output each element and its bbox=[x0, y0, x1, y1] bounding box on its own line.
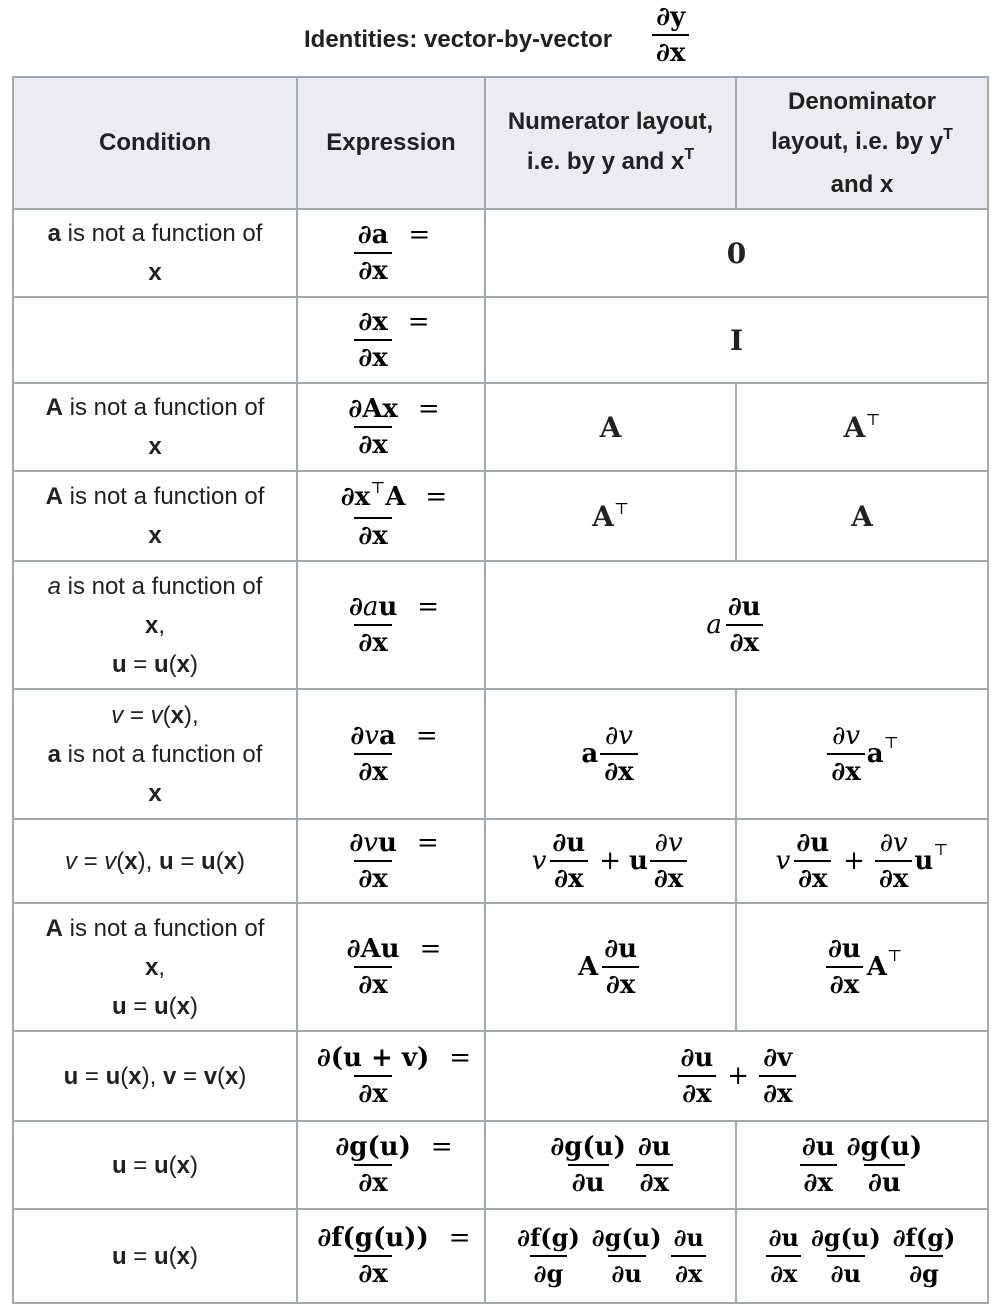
cond-text: = bbox=[123, 701, 151, 729]
numerator-layout-cell bbox=[485, 903, 736, 1031]
cond-var: x bbox=[148, 259, 162, 286]
expr-num: ∂Au bbox=[346, 934, 400, 964]
cond-text: is not a function of bbox=[60, 220, 263, 247]
expr-num: ∂x bbox=[340, 481, 371, 512]
transpose-sup: ⊤ bbox=[370, 477, 386, 497]
header-expression: Expression bbox=[297, 77, 485, 209]
equals-sign: = bbox=[416, 828, 439, 858]
frac-den: ∂x bbox=[550, 860, 587, 896]
expr-den: ∂x bbox=[354, 753, 391, 789]
cond-var: u bbox=[111, 1242, 127, 1270]
cond-text: is not a function of bbox=[62, 394, 265, 421]
expression-cell bbox=[297, 383, 485, 471]
frac-num: ∂u bbox=[637, 1132, 671, 1162]
equals-sign: = bbox=[417, 592, 440, 622]
condition-cell bbox=[13, 819, 297, 903]
expr-num-scalar: v bbox=[364, 721, 379, 751]
frac-num: ∂f(g) bbox=[517, 1223, 580, 1252]
transpose-sup: ⊤ bbox=[886, 945, 903, 965]
caption-fraction bbox=[650, 0, 691, 70]
cond-text: ( bbox=[162, 701, 171, 729]
table-row bbox=[13, 1121, 988, 1209]
denominator-layout-cell bbox=[736, 689, 988, 819]
table-row bbox=[13, 471, 988, 561]
caption-frac-den: ∂x bbox=[652, 34, 689, 70]
cond-var: x bbox=[148, 433, 162, 460]
equals-sign: = bbox=[430, 1132, 453, 1162]
cond-var: x bbox=[148, 522, 162, 549]
table-caption bbox=[0, 0, 999, 76]
cond-text: = bbox=[126, 1151, 154, 1179]
frac-den: ∂u bbox=[864, 1164, 905, 1200]
cond-text: = bbox=[126, 992, 154, 1020]
cond-text: is not a function of bbox=[60, 740, 263, 768]
cond-var: u bbox=[111, 650, 127, 678]
frac-num: ∂u bbox=[827, 934, 861, 964]
cond-var: a bbox=[47, 740, 61, 768]
expression-cell bbox=[297, 1031, 485, 1121]
cond-text: ) bbox=[190, 992, 199, 1020]
expr-num: ∂ bbox=[348, 592, 363, 622]
plus-sign: + bbox=[599, 846, 621, 876]
caption-text: Identities: vector-by-vector bbox=[304, 26, 613, 53]
cond-var: v bbox=[150, 701, 163, 729]
num-coef: u bbox=[629, 846, 648, 876]
expression-cell bbox=[297, 1121, 485, 1209]
cond-var: A bbox=[45, 394, 63, 421]
expr-den: ∂x bbox=[354, 426, 391, 462]
frac-num: ∂g(u) bbox=[550, 1132, 626, 1162]
equals-sign: = bbox=[408, 220, 431, 250]
transpose-sup: ⊤ bbox=[883, 732, 899, 752]
cond-var: v bbox=[203, 1062, 218, 1090]
frac-num: ∂u bbox=[768, 1223, 799, 1252]
expr-num-matrix: A bbox=[385, 481, 406, 512]
cond-text: , bbox=[158, 611, 166, 639]
denominator-layout-cell bbox=[736, 1209, 988, 1303]
condition-cell bbox=[13, 561, 297, 689]
cond-text: ( bbox=[120, 1062, 129, 1090]
cond-var: a bbox=[47, 220, 61, 247]
frac-num: ∂v bbox=[879, 828, 908, 858]
table-row bbox=[13, 689, 988, 819]
identities-table bbox=[12, 76, 989, 1304]
numerator-layout-cell bbox=[485, 1121, 736, 1209]
cond-text: ), bbox=[141, 1062, 163, 1090]
num-coef: A bbox=[578, 952, 599, 982]
frac-den: ∂x bbox=[794, 860, 831, 896]
expr-den: ∂x bbox=[354, 1164, 391, 1200]
header-row bbox=[13, 77, 988, 209]
expr-num-scalar: a bbox=[362, 592, 379, 622]
num-layout-value: A bbox=[599, 410, 622, 444]
condition-cell bbox=[13, 471, 297, 561]
numerator-layout-cell bbox=[485, 383, 736, 471]
expr-den: ∂x bbox=[354, 517, 391, 553]
expression-cell bbox=[297, 1209, 485, 1303]
frac-num: ∂v bbox=[831, 721, 861, 751]
frac-den: ∂u bbox=[568, 1164, 609, 1200]
cond-var: x bbox=[225, 1062, 239, 1090]
den-layout-value: A bbox=[843, 410, 866, 444]
den-coef: u bbox=[914, 846, 934, 876]
condition-cell bbox=[13, 689, 297, 819]
cond-var: v bbox=[104, 847, 117, 875]
frac-den: ∂x bbox=[678, 1075, 715, 1111]
expr-num-vector: u bbox=[377, 828, 397, 858]
transpose-sup: ⊤ bbox=[933, 839, 949, 859]
den-layout-value: A bbox=[851, 499, 873, 533]
result-value: I bbox=[729, 323, 744, 357]
frac-den: ∂g bbox=[905, 1255, 943, 1291]
cond-text: = bbox=[76, 847, 105, 875]
cond-var: u bbox=[63, 1062, 79, 1090]
table-row bbox=[13, 383, 988, 471]
expr-den: ∂x bbox=[354, 252, 391, 288]
cond-var: x bbox=[176, 992, 191, 1020]
condition-cell bbox=[13, 1031, 297, 1121]
header-num-line2: i.e. by y and x bbox=[526, 147, 685, 175]
transpose-sup: ⊤ bbox=[865, 409, 881, 429]
expr-num: ∂ bbox=[350, 721, 365, 751]
frac-num: ∂u bbox=[673, 1223, 704, 1252]
cond-text: is not a function of bbox=[60, 572, 263, 600]
num-coef: v bbox=[531, 846, 547, 876]
cond-var: x bbox=[176, 650, 191, 678]
cond-var: u bbox=[111, 1151, 127, 1179]
denominator-layout-cell bbox=[736, 819, 988, 903]
cond-text: = bbox=[78, 1062, 106, 1090]
result-num: ∂u bbox=[727, 592, 761, 622]
cond-text: = bbox=[126, 650, 154, 678]
cond-text: is not a function of bbox=[62, 483, 265, 510]
cond-var: v bbox=[162, 1062, 177, 1090]
caption-frac-num: ∂y bbox=[656, 2, 686, 32]
cond-text: ( bbox=[215, 847, 224, 875]
frac-num: ∂f(g) bbox=[892, 1223, 956, 1252]
denominator-layout-cell bbox=[736, 383, 988, 471]
num-coef: a bbox=[581, 739, 599, 769]
den-coef: A bbox=[866, 952, 887, 982]
expression-cell bbox=[297, 561, 485, 689]
cond-var: x bbox=[148, 779, 162, 807]
cond-var: u bbox=[154, 1242, 169, 1270]
frac-den: ∂x bbox=[650, 860, 687, 896]
cond-var: u bbox=[158, 847, 174, 875]
expr-den: ∂x bbox=[354, 624, 391, 660]
cond-text: ) bbox=[190, 650, 199, 678]
plus-sign: + bbox=[843, 846, 865, 876]
condition-cell bbox=[13, 903, 297, 1031]
cond-text: ( bbox=[116, 847, 125, 875]
plus-sign: + bbox=[727, 1061, 750, 1091]
cond-text: ( bbox=[217, 1062, 226, 1090]
cond-text: ) bbox=[237, 847, 246, 875]
equals-sign: = bbox=[449, 1043, 472, 1073]
condition-cell bbox=[13, 209, 297, 297]
cond-var: a bbox=[47, 572, 61, 600]
den-coef: a bbox=[866, 739, 884, 769]
frac-den: ∂x bbox=[826, 966, 863, 1002]
frac-den: ∂x bbox=[671, 1255, 706, 1291]
num-layout-value: A bbox=[592, 499, 614, 533]
cond-text: ) bbox=[238, 1062, 247, 1090]
equals-sign: = bbox=[415, 721, 438, 751]
equals-sign: = bbox=[417, 394, 440, 424]
equals-sign: = bbox=[448, 1223, 471, 1253]
frac-num: ∂v bbox=[604, 721, 633, 751]
expression-cell bbox=[297, 903, 485, 1031]
cond-var: x bbox=[176, 1151, 191, 1179]
expr-den: ∂x bbox=[354, 966, 391, 1002]
denominator-layout-cell bbox=[736, 1121, 988, 1209]
table-row bbox=[13, 1031, 988, 1121]
cond-var: x bbox=[176, 1242, 191, 1270]
frac-den: ∂x bbox=[766, 1255, 801, 1291]
cond-text: = bbox=[173, 847, 202, 875]
cond-var: v bbox=[64, 847, 77, 875]
expr-num: ∂(u + v) bbox=[316, 1043, 430, 1073]
cond-text: = bbox=[126, 1242, 154, 1270]
equals-sign: = bbox=[425, 481, 448, 512]
frac-num: ∂u bbox=[552, 828, 586, 858]
expr-den: ∂x bbox=[354, 860, 391, 896]
expr-den: ∂x bbox=[354, 1075, 391, 1111]
header-num-sup: T bbox=[684, 145, 695, 163]
cond-text: ( bbox=[168, 650, 177, 678]
cond-text: ), bbox=[137, 847, 159, 875]
expression-cell bbox=[297, 819, 485, 903]
cond-var: u bbox=[154, 992, 169, 1020]
cond-text: is not a function of bbox=[62, 914, 265, 942]
frac-den: ∂x bbox=[600, 753, 637, 789]
cond-text: ) bbox=[190, 1242, 199, 1270]
header-den-line2: layout, i.e. by y bbox=[771, 127, 944, 155]
frac-den: ∂g bbox=[530, 1255, 568, 1291]
header-numerator-layout bbox=[485, 77, 736, 209]
table-row bbox=[13, 297, 988, 383]
cond-var: x bbox=[124, 847, 138, 875]
cond-var: x bbox=[144, 953, 159, 981]
frac-num: ∂g(u) bbox=[810, 1223, 881, 1252]
result-den: ∂x bbox=[726, 624, 763, 660]
frac-num: ∂g(u) bbox=[846, 1132, 923, 1162]
frac-den: ∂u bbox=[827, 1255, 865, 1291]
result-coef: a bbox=[706, 610, 722, 640]
header-denominator-layout bbox=[736, 77, 988, 209]
result-cell bbox=[485, 209, 988, 297]
frac-den: ∂u bbox=[608, 1255, 646, 1291]
expr-num: ∂Ax bbox=[348, 394, 398, 424]
expr-num-vector: u bbox=[378, 592, 398, 622]
frac-den: ∂x bbox=[759, 1075, 796, 1111]
condition-cell bbox=[13, 1209, 297, 1303]
numerator-layout-cell bbox=[485, 819, 736, 903]
cond-var: A bbox=[45, 914, 63, 942]
cond-var: x bbox=[170, 701, 185, 729]
table-row bbox=[13, 903, 988, 1031]
cond-var: x bbox=[144, 611, 159, 639]
expr-num: ∂f(g(u)) bbox=[317, 1223, 429, 1253]
transpose-sup: ⊤ bbox=[613, 498, 629, 518]
frac-den: ∂x bbox=[636, 1164, 673, 1200]
equals-sign: = bbox=[419, 934, 442, 964]
expr-den: ∂x bbox=[354, 1255, 391, 1291]
table-row bbox=[13, 561, 988, 689]
frac-den: ∂x bbox=[827, 753, 864, 789]
cond-text: ( bbox=[168, 992, 177, 1020]
result-cell bbox=[485, 561, 988, 689]
condition-cell bbox=[13, 1121, 297, 1209]
expr-num: ∂ bbox=[349, 828, 364, 858]
condition-cell bbox=[13, 297, 297, 383]
frac-num: ∂u bbox=[680, 1043, 714, 1073]
result-cell bbox=[485, 297, 988, 383]
frac-den: ∂x bbox=[875, 860, 912, 896]
header-condition: Condition bbox=[13, 77, 297, 209]
table-row bbox=[13, 819, 988, 903]
expr-num: ∂a bbox=[357, 220, 389, 250]
numerator-layout-cell bbox=[485, 689, 736, 819]
expr-num-vector: a bbox=[378, 721, 396, 751]
cond-var: x bbox=[128, 1062, 142, 1090]
expression-cell bbox=[297, 689, 485, 819]
frac-num: ∂u bbox=[796, 828, 830, 858]
cond-var: u bbox=[105, 1062, 121, 1090]
frac-num: ∂u bbox=[604, 934, 637, 964]
cond-text: = bbox=[176, 1062, 204, 1090]
cond-var: u bbox=[154, 650, 169, 678]
den-coef: v bbox=[775, 846, 791, 876]
header-den-line1: Denominator bbox=[787, 87, 936, 115]
cond-var: v bbox=[111, 701, 124, 729]
cond-var: u bbox=[111, 992, 127, 1020]
expr-den: ∂x bbox=[354, 339, 391, 375]
expression-cell bbox=[297, 471, 485, 561]
cond-text: ( bbox=[168, 1151, 177, 1179]
expression-cell bbox=[297, 297, 485, 383]
frac-num: ∂v bbox=[654, 828, 683, 858]
cond-text: ) bbox=[190, 1151, 199, 1179]
frac-num: ∂g(u) bbox=[591, 1223, 662, 1252]
cond-text: , bbox=[158, 953, 166, 981]
table-row bbox=[13, 209, 988, 297]
cond-text: ( bbox=[168, 1242, 177, 1270]
expression-cell bbox=[297, 209, 485, 297]
table-row bbox=[13, 1209, 988, 1303]
numerator-layout-cell bbox=[485, 471, 736, 561]
cond-var: A bbox=[45, 483, 63, 510]
expr-num-scalar: v bbox=[363, 828, 378, 858]
expr-num: ∂g(u) bbox=[335, 1132, 411, 1162]
numerator-layout-cell bbox=[485, 1209, 736, 1303]
denominator-layout-cell bbox=[736, 471, 988, 561]
frac-den: ∂x bbox=[800, 1164, 837, 1200]
denominator-layout-cell bbox=[736, 903, 988, 1031]
equals-sign: = bbox=[407, 307, 430, 337]
cond-var: u bbox=[154, 1151, 169, 1179]
result-cell bbox=[485, 1031, 988, 1121]
result-value: 0 bbox=[726, 236, 747, 270]
cond-var: x bbox=[223, 847, 238, 875]
cond-var: u bbox=[201, 847, 216, 875]
header-num-line1: Numerator layout, bbox=[507, 107, 714, 135]
cond-text: ), bbox=[184, 701, 199, 729]
frac-num: ∂v bbox=[763, 1043, 793, 1073]
condition-cell bbox=[13, 383, 297, 471]
expr-num: ∂x bbox=[358, 307, 388, 337]
header-den-line3: and x bbox=[830, 170, 894, 198]
frac-num: ∂u bbox=[801, 1132, 835, 1162]
header-den-sup: T bbox=[943, 125, 953, 143]
frac-den: ∂x bbox=[602, 966, 639, 1002]
